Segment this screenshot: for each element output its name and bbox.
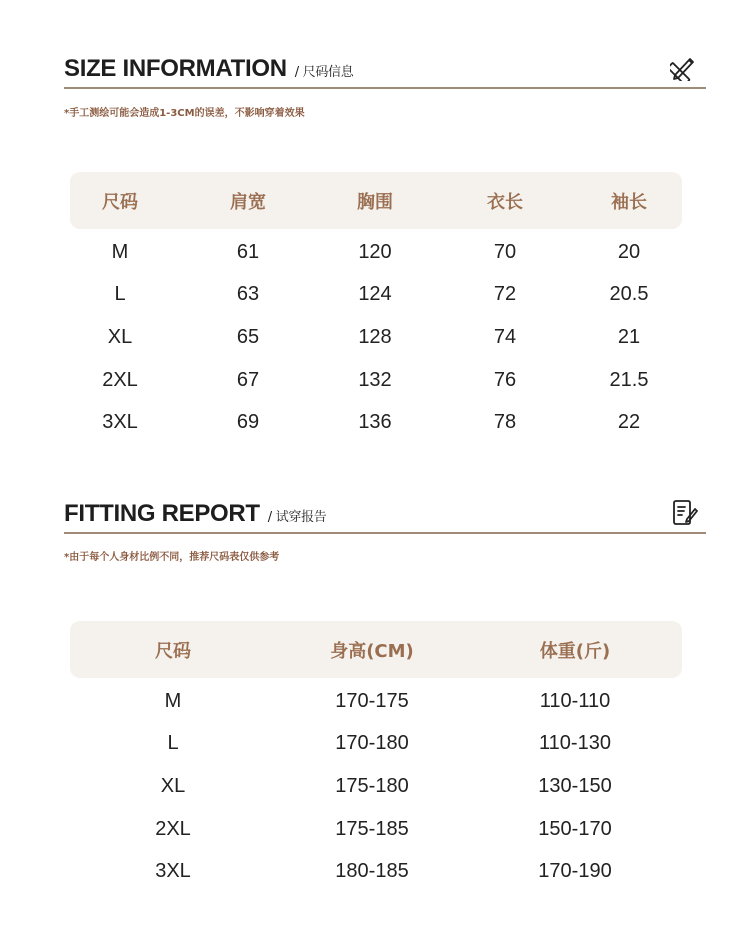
table-cell: 130-150: [538, 774, 612, 797]
table-cell: 2XL: [155, 817, 191, 840]
table-cell: L: [167, 732, 179, 755]
table-cell: 175-180: [335, 774, 409, 797]
table-cell: 180-185: [335, 860, 409, 883]
table-cell: 20: [617, 240, 641, 263]
fitting-report-header: [64, 493, 706, 534]
table-cell: 2XL: [102, 368, 138, 391]
section-title: FITTING REPORT / 试穿报告: [64, 500, 327, 527]
fitting-table: [70, 621, 682, 893]
section-divider: [64, 532, 706, 534]
column-header: 身高(CM): [330, 640, 414, 662]
section-subtitle: / 试穿报告: [267, 510, 327, 525]
table-cell: 63: [236, 283, 260, 306]
table-cell: 70: [493, 240, 517, 263]
table-row: [70, 765, 682, 808]
fitting-table-body: [70, 680, 682, 893]
column-header: 衣长: [487, 191, 523, 213]
size-note: *手工测绘可能会造成1-3CM的误差，不影响穿着效果: [64, 108, 305, 119]
table-cell: 170-190: [538, 860, 612, 883]
table-cell: 124: [358, 283, 392, 306]
table-cell: 120: [358, 240, 392, 263]
table-cell: M: [111, 240, 129, 263]
table-cell: 22: [617, 411, 641, 434]
table-cell: 78: [493, 411, 517, 434]
fitting-note: *由于每个人身材比例不同，推荐尺码表仅供参考: [64, 552, 280, 563]
table-cell: 20.5: [609, 283, 649, 306]
size-information-header: [64, 48, 706, 89]
table-cell: 132: [358, 368, 392, 391]
size-table-body: [70, 231, 682, 444]
table-row: [70, 359, 682, 402]
table-cell: 21.5: [609, 368, 649, 391]
section-divider: [64, 87, 706, 89]
table-cell: 110-110: [539, 689, 611, 712]
table-cell: 136: [358, 411, 392, 434]
size-table-header: [70, 172, 682, 229]
table-row: [70, 231, 682, 274]
table-cell: L: [114, 283, 126, 306]
pencil-ruler-icon: [670, 53, 698, 81]
table-cell: 175-185: [335, 817, 409, 840]
section-subtitle: / 尺码信息: [294, 65, 354, 80]
table-cell: 76: [493, 368, 517, 391]
table-cell: XL: [107, 325, 133, 348]
column-header: 尺码: [155, 640, 191, 662]
table-cell: M: [164, 689, 182, 712]
table-row: [70, 274, 682, 317]
table-row: [70, 808, 682, 851]
table-cell: 72: [493, 283, 517, 306]
table-cell: 150-170: [538, 817, 612, 840]
column-header: 尺码: [102, 191, 138, 213]
table-cell: 170-175: [335, 689, 409, 712]
table-row: [70, 401, 682, 444]
size-table: [70, 172, 682, 444]
table-cell: 3XL: [102, 411, 138, 434]
table-cell: XL: [160, 774, 186, 797]
table-cell: 3XL: [155, 860, 191, 883]
table-row: [70, 316, 682, 359]
column-header: 肩宽: [230, 191, 266, 213]
table-cell: 21: [617, 325, 641, 348]
table-cell: 110-130: [539, 732, 611, 755]
table-row: [70, 723, 682, 766]
column-header: 体重(斤): [539, 640, 611, 662]
table-cell: 74: [493, 325, 517, 348]
table-cell: 67: [236, 368, 260, 391]
clipboard-pen-icon: [670, 498, 698, 526]
section-title: SIZE INFORMATION / 尺码信息: [64, 55, 354, 82]
table-cell: 69: [236, 411, 260, 434]
column-header: 袖长: [611, 191, 647, 213]
table-row: [70, 680, 682, 723]
fitting-table-header: [70, 621, 682, 678]
table-cell: 65: [236, 325, 260, 348]
table-cell: 61: [236, 240, 260, 263]
table-cell: 128: [358, 325, 392, 348]
column-header: 胸围: [357, 191, 393, 213]
table-row: [70, 850, 682, 893]
table-cell: 170-180: [335, 732, 409, 755]
